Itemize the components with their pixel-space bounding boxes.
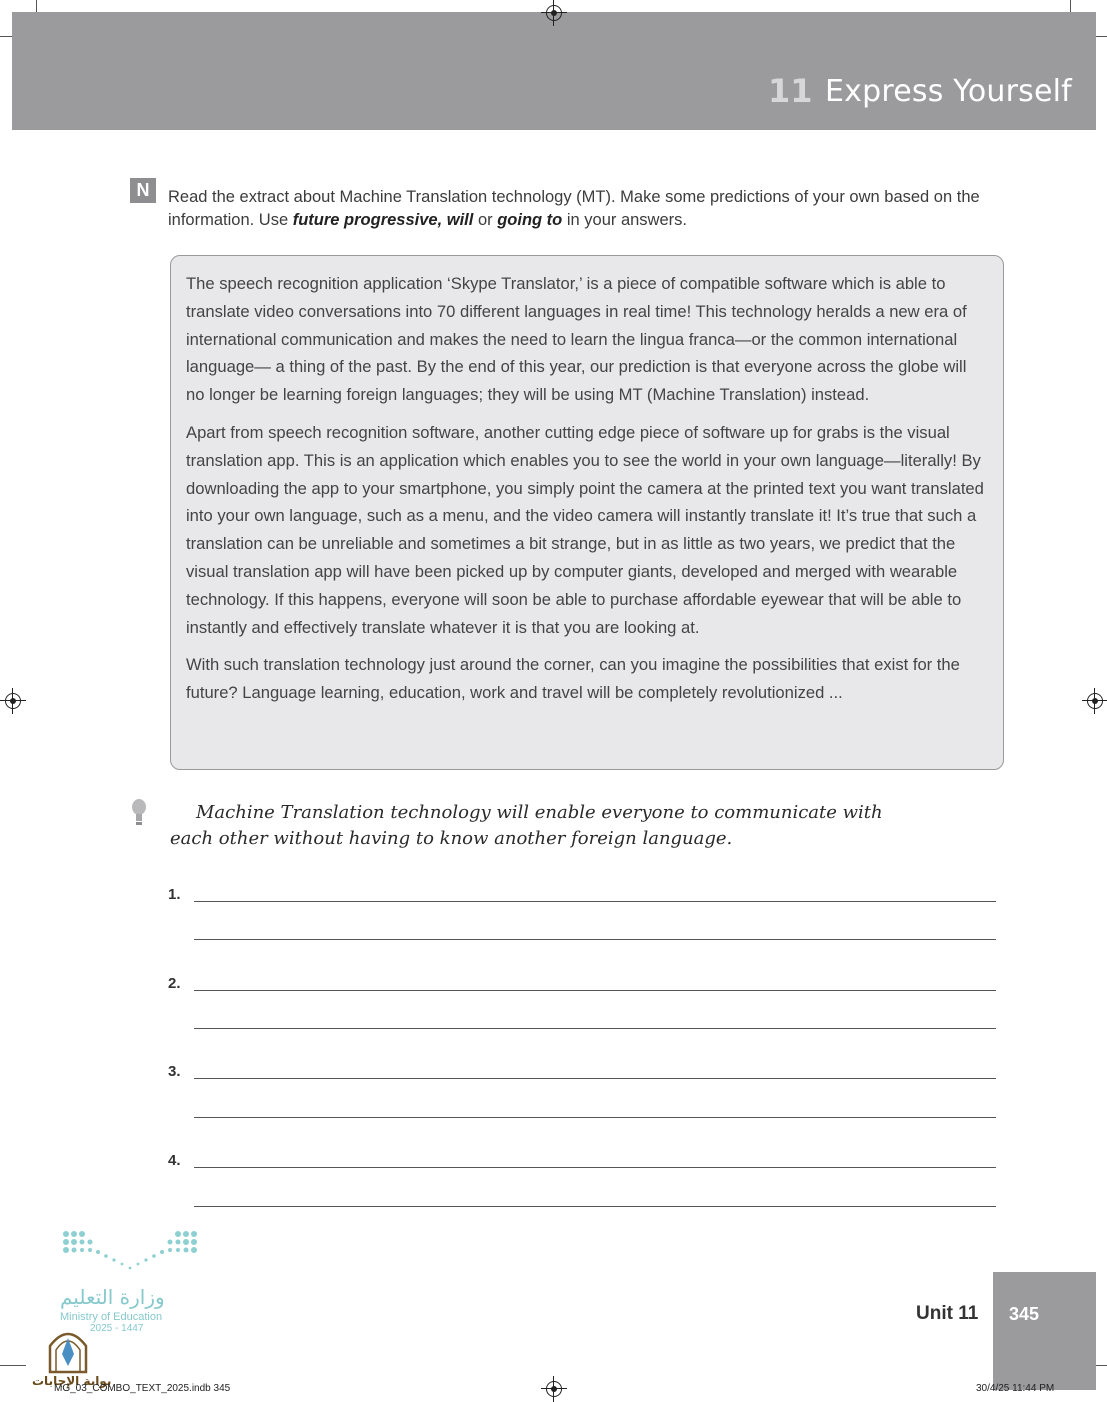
- unit-number: 11: [768, 72, 813, 110]
- site-name: بوابة الإجابات: [32, 1374, 112, 1388]
- page-number-box: [993, 1272, 1096, 1390]
- slug-right: 30/4/25 11:44 PM: [976, 1383, 1055, 1394]
- registration-mark-icon: [546, 1381, 562, 1397]
- slug-left: MG_03_COMBO_TEXT_2025.indb 345: [54, 1383, 231, 1394]
- footer-unit-label: Unit 11: [916, 1303, 979, 1324]
- exercise-badge: N: [130, 178, 156, 203]
- unit-title: Express Yourself: [825, 74, 1072, 109]
- extract-paragraph: Apart from speech recognition software, another cutting edge piece of software up for grabs is the visual translation app. This is an application which enables you to see the world in your own language—literally! By downloading the app to your smartphone, you simply point the camera at the printed text you want translated into your own language, such as a menu, and the video camera will instantly translate it! It’s true that such a translation can be unreliable and sometimes a bit strange, but in as little as two years, we predict that the visual translation app will have been picked up by computer giants, developed and merged with wearable technology. If this happens, everyone will soon be able to purchase affordable eyewear that will be able to instantly and effectively translate whatever it is that you are looking at.: [186, 422, 984, 637]
- answer-line[interactable]: [194, 1078, 996, 1079]
- ministry-logo: [60, 1228, 200, 1334]
- answer-line[interactable]: [194, 1117, 996, 1118]
- instruction-text: in your answers.: [562, 211, 687, 229]
- page-number: 345: [1009, 1304, 1040, 1324]
- answer-line[interactable]: [194, 1028, 996, 1029]
- answer-number: 2.: [168, 975, 181, 992]
- logo-english-text: Ministry of Education: [60, 1311, 163, 1323]
- answer-number: 3.: [168, 1063, 181, 1080]
- answer-line[interactable]: [194, 990, 996, 991]
- logo-arabic-text: وزارة التعليم: [60, 1285, 165, 1309]
- answer-number: 4.: [168, 1152, 181, 1169]
- answer-line[interactable]: [194, 939, 996, 940]
- registration-mark-icon: [5, 693, 21, 709]
- answer-line[interactable]: [194, 1167, 996, 1168]
- lightbulb-icon: [130, 798, 148, 828]
- registration-mark-icon: [1087, 693, 1103, 709]
- exercise-instruction: [168, 186, 1008, 232]
- extract-paragraph: The speech recognition application ‘Skype Translator,’ is a piece of compatible software which is able to translate video conversations into 70 different languages in real time! This technology heralds a new era of international communication and makes the need to learn the lingua franca—or the common international language— a thing of the past. By the end of this year, our prediction is that everyone across the globe will no longer be learning foreign languages; they will be using MT (Machine Translation) instead.: [186, 274, 967, 405]
- answer-line[interactable]: [194, 901, 996, 902]
- header-band: [12, 12, 1096, 130]
- logo-year-text: 2025 - 1447: [90, 1323, 144, 1334]
- registration-mark-icon: [546, 5, 562, 21]
- instruction-bold-text: future progressive, will: [292, 211, 474, 229]
- crop-mark: [0, 1365, 26, 1366]
- site-emblem-icon: [46, 1324, 90, 1374]
- extract-paragraph: With such translation technology just around the corner, can you imagine the possibilities that exist for the future? Language learning, education, work and travel will be completely revolutionized ...: [186, 655, 960, 703]
- extract-box: [170, 255, 1004, 770]
- answer-line[interactable]: [194, 1206, 996, 1207]
- instruction-text: Read the extract about Machine Translation technology (MT). Make some predictions of your own based on the information. Use: [168, 188, 980, 229]
- example-answer: Machine Translation technology will enable everyone to communicate with each other without having to know another foreign language.: [170, 802, 883, 849]
- instruction-bold-text: going to: [497, 211, 563, 229]
- instruction-text: or: [473, 211, 498, 229]
- logo-dots-icon: [60, 1228, 200, 1274]
- answer-number: 1.: [168, 886, 181, 903]
